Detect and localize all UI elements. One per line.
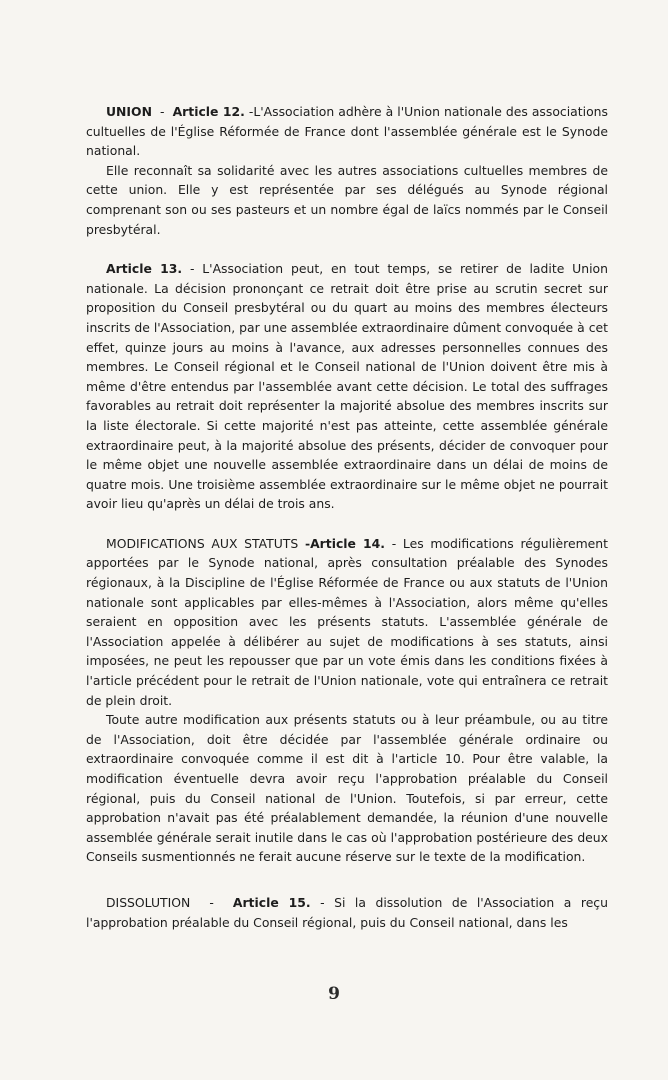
- article-14-paragraph-1: [86, 534, 608, 710]
- document-page: [86, 102, 608, 932]
- article-13-label: Article 13.: [106, 261, 183, 277]
- article-14-paragraph-2: Toute autre modification aux présents statuts ou à leur préambule, ou au titre de l'Association, doit être décidée par l'assemblée générale ordinaire ou extraordinaire convoquée comme il est dit à l'article 10. Pour être valable, la modification éventuelle devra avoir reçu l'approbation préalable du Conseil régional, puis du Conseil national de l'Union. Toutefois, si par erreur, cette approbation n'avait pas été préalablement demandée, la réunion d'une nouvelle assemblée générale serait inutile dans le cas où l'approbation postérieure des deux Conseils susmentionnés ne ferait aucune réserve sur le texte de la modification.: [86, 712, 608, 865]
- article-12-text-1: -L'Association adhère à l'Union nationale des associations cultuelles de l'Église Réformée de France dont l'assemblée générale est le Synode national.: [86, 104, 608, 159]
- article-12-paragraph-1: UNION - Article 12. -L'Association adhère à l'Union nationale des associations cultuelles de l'Église Réformée de France dont l'assemblée générale est le Synode national.: [86, 104, 608, 159]
- article-15-text: - Si la dissolution de l'Association a reçu l'approbation préalable du Conseil régional, puis du Conseil national, dans les: [86, 894, 608, 930]
- article-12-paragraph-2: Elle reconnaît sa solidarité avec les autres associations cultuelles membres de cette union. Elle y est représentée par ses délégués au Synode régional comprenant son ou ses pasteurs et un nombre égal de laïcs nommés par le Conseil presbytéral.: [86, 162, 608, 237]
- page-number: 9: [328, 984, 340, 1004]
- article-13-paragraph: [86, 259, 608, 514]
- union-heading: UNION: [106, 104, 152, 119]
- article-15-paragraph: DISSOLUTION - Article 15. - Si la dissolution de l'Association a reçu l'approbation préalable du Conseil régional, puis du Conseil national, dans les: [86, 894, 608, 930]
- dissolution-heading: DISSOLUTION: [106, 894, 191, 910]
- article-15-label: Article 15.: [232, 894, 311, 910]
- article-12-label: Article 12.: [172, 104, 245, 119]
- article-13-text: - L'Association peut, en tout temps, se retirer de ladite Union nationale. La décision prononçant ce retrait doit être prise au scrutin secret sur proposition du Conseil presbytéral ou du quart au moins des membres électeurs inscrits de l'Association, par une assemblée extraordinaire dûment convoquée à cet effet, quinze jours au moins à l'avance, aux adresses personnelles connues des membres. Le Conseil régional et le Conseil national de l'Union doivent être mis à même d'être entendus par l'assemblée avant cette décision. Le total des suffrages favorables au retrait doit représenter la majorité absolue des membres inscrits sur la liste électorale. Si cette majorité n'est pas atteinte, cette assemblée générale extraordinaire peut, à la majorité absolue des présents, décider de convoquer pour le même objet une nouvelle assemblée extraordinaire dans un délai de moins de quatre mois. Une troisième assemblée extraordinaire sur le même objet ne pourrait avoir lieu qu'après un délai de trois ans.: [86, 261, 608, 512]
- article-14-label: -Article 14.: [304, 535, 385, 551]
- article-14-text-1: - Les modifications régulièrement apportées par le Synode national, après consultation préalable des Synodes régionaux, à la Discipline de l'Église Réformée de France ou aux statuts de l'Union nationale sont applicables par elles-mêmes à l'Association, alors même qu'elles seraient en opposition avec les présents statuts. L'assemblée générale de l'Association appelée à délibérer au sujet de modifications à ses statuts, ainsi imposées, ne peut les repousser que par un vote émis dans les conditions fixées à l'article précédent pour le retrait de l'Union nationale, vote qui entraînera ce retrait de plein droit.: [86, 535, 608, 708]
- modifications-heading: MODIFICATIONS AUX STATUTS: [106, 535, 299, 551]
